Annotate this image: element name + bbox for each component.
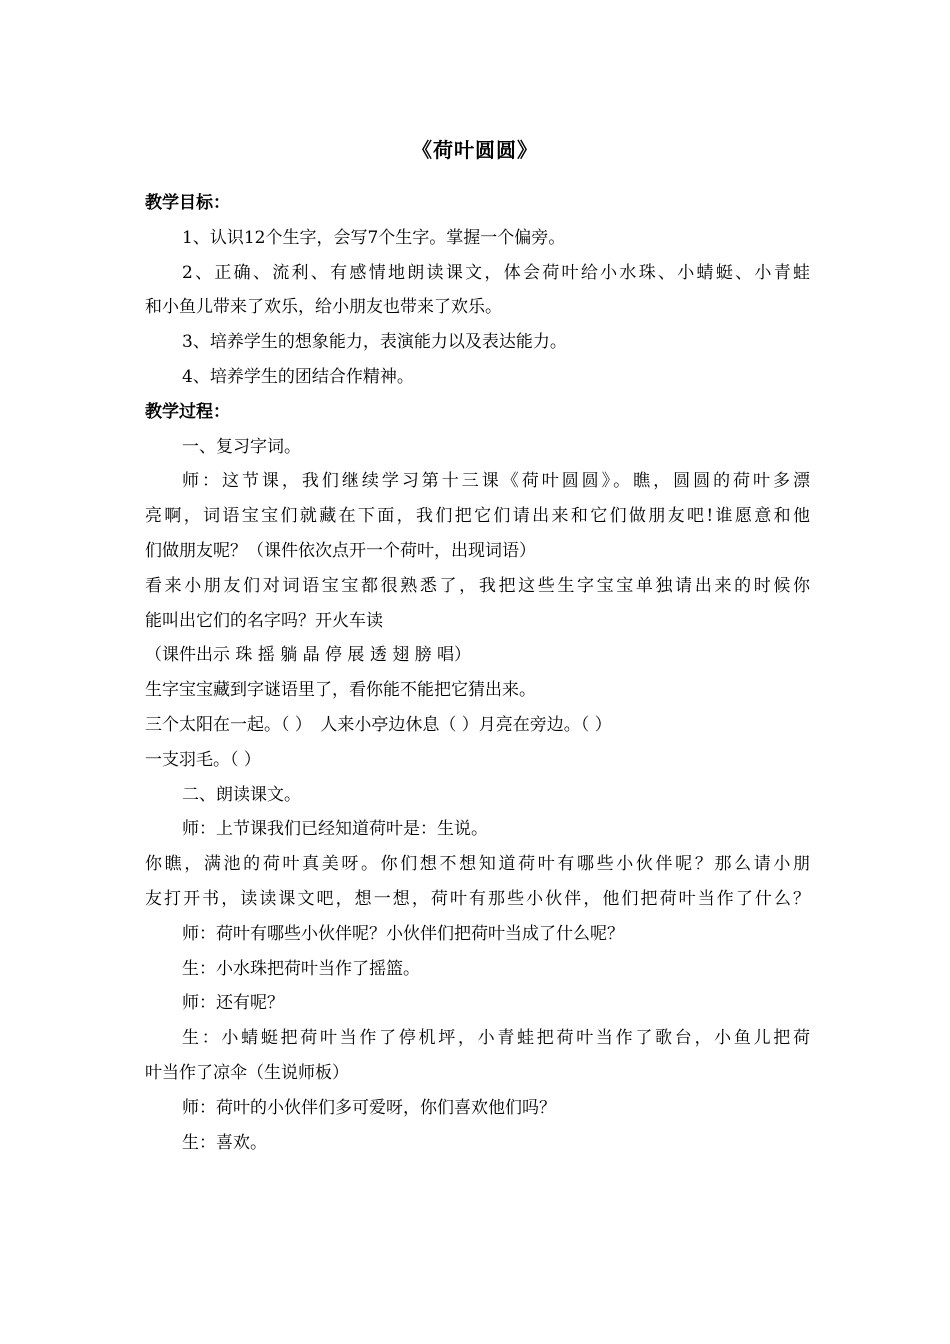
text-line: 友打开书，读读课文吧，想一想，荷叶有那些小伙伴，他们把荷叶当作了什么？ [145, 888, 810, 909]
text-line: 师：荷叶的小伙伴们多可爱呀，你们喜欢他们吗？ [182, 1097, 556, 1118]
section-heading: 教学过程： [145, 401, 230, 422]
text-line: 师：这节课，我们继续学习第十三课《荷叶圆圆》。瞧，圆圆的荷叶多漂 [182, 471, 810, 492]
text-line: 师：荷叶有哪些小伙伴呢？小伙伴们把荷叶当成了什么呢？ [182, 923, 624, 944]
text-line: 叶当作了凉伞（生说师板） [145, 1062, 349, 1083]
document-body [145, 186, 810, 1160]
text-line: 一、复习字词。 [182, 436, 301, 457]
text-line: （课件出示 珠 摇 躺 晶 停 展 透 翅 膀 唱） [145, 645, 472, 666]
text-line: 二、朗读课文。 [182, 784, 301, 805]
text-line: 师：上节课我们已经知道荷叶是：生说。 [182, 819, 488, 840]
text-line: 们做朋友呢？（课件依次点开一个荷叶，出现词语） [145, 540, 536, 561]
text-line: 3、培养学生的想象能力，表演能力以及表达能力。 [182, 332, 567, 353]
text-line: 生：喜欢。 [182, 1132, 267, 1153]
text-line: 1、认识12个生字，会写7个生字。掌握一个偏旁。 [182, 227, 566, 248]
document-title: 《荷叶圆圆》 [412, 138, 538, 162]
text-line: 4、培养学生的团结合作精神。 [182, 366, 414, 387]
text-line: 三个太阳在一起。（ ） 人来小亭边休息（ ）月亮在旁边。（ ） [145, 714, 612, 735]
text-line: 亮啊，词语宝宝们就藏在下面，我们把它们请出来和它们做朋友吧!谁愿意和他 [145, 506, 810, 527]
section-heading: 教学目标： [145, 193, 230, 213]
text-line: 2、正确、流利、有感情地朗读课文，体会荷叶给小水珠、小蜻蜓、小青蛙 [182, 262, 810, 283]
text-line: 看来小朋友们对词语宝宝都很熟悉了，我把这些生字宝宝单独请出来的时候你 [145, 575, 810, 596]
text-line: 你瞧，满池的荷叶真美呀。你们想不想知道荷叶有哪些小伙伴呢？那么请小朋 [145, 854, 810, 875]
text-line: 生字宝宝藏到字谜语里了，看你能不能把它猜出来。 [145, 680, 536, 701]
text-line: 师：还有呢？ [182, 993, 284, 1014]
text-line: 能叫出它们的名字吗？开火车读 [145, 610, 383, 631]
text-line: 生：小蜻蜓把荷叶当作了停机坪，小青蛙把荷叶当作了歌台，小鱼儿把荷 [182, 1028, 810, 1049]
text-line: 和小鱼儿带来了欢乐，给小朋友也带来了欢乐。 [145, 297, 502, 318]
text-line: 生：小水珠把荷叶当作了摇篮。 [182, 958, 420, 979]
text-line: 一支羽毛。（ ） [145, 749, 261, 770]
